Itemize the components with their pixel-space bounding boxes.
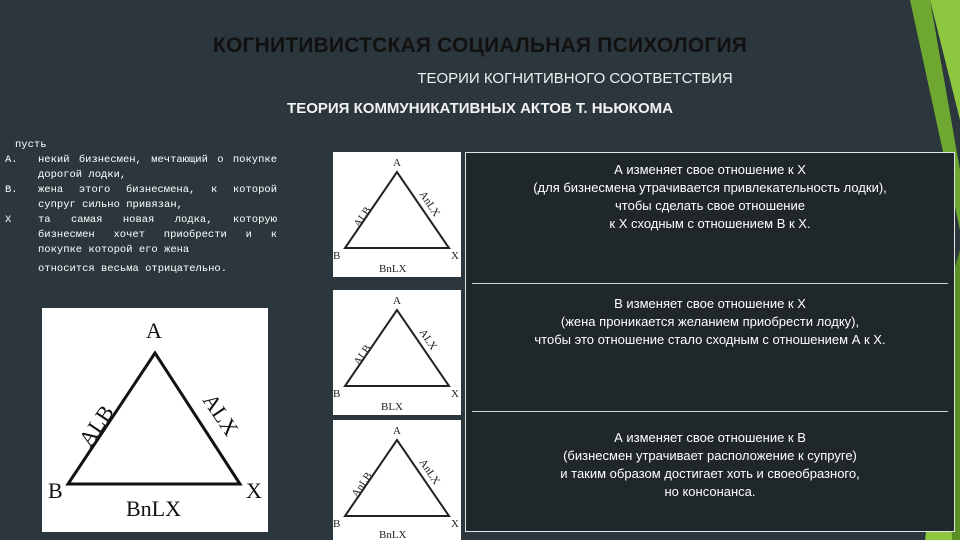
vertex-x: X — [451, 518, 459, 530]
side-left-label: ALB — [351, 204, 374, 230]
small-triangle-2 — [333, 290, 461, 415]
vertex-a: A — [146, 318, 162, 343]
result-heading: А изменяет свое отношение к Х — [614, 162, 806, 177]
bottom-label: BnLX — [379, 529, 407, 540]
result-line: (бизнесмен утрачивает расположение к супруге) — [563, 448, 857, 463]
small-triangle-3 — [333, 420, 461, 540]
legend-key: Х — [5, 214, 12, 226]
result-3 — [466, 429, 954, 501]
side-right-label: ALX — [197, 388, 244, 441]
side-right-label: ALX — [416, 326, 440, 353]
result-line: но консонанса. — [664, 484, 756, 499]
theory-title: ТЕОРИЯ КОММУНИКАТИВНЫХ АКТОВ Т. НЬЮКОМА — [287, 100, 673, 117]
side-right-label: AnLX — [416, 456, 443, 487]
main-title: КОГНИТИВИСТСКАЯ СОЦИАЛЬНАЯ ПСИХОЛОГИЯ — [212, 34, 748, 57]
legend-last: относится весьма отрицательно. — [38, 263, 228, 275]
side-left-label: ALB — [73, 400, 119, 451]
bottom-label: BLX — [381, 401, 403, 413]
result-line: чтобы это отношение стало сходным с отношением А к Х. — [534, 332, 886, 347]
vertex-x: X — [246, 478, 262, 503]
legend-item-x — [5, 213, 277, 258]
small-triangle-1 — [333, 152, 461, 277]
legend-intro: пусть — [15, 139, 47, 151]
result-heading: А изменяет свое отношение к В — [614, 430, 806, 445]
subtitle: ТЕОРИИ КОГНИТИВНОГО СООТВЕТСТВИЯ — [417, 70, 733, 87]
result-line: к Х сходным с отношением В к Х. — [609, 216, 811, 231]
legend — [5, 138, 277, 277]
legend-key: А. — [5, 154, 18, 166]
result-2 — [466, 295, 954, 349]
vertex-a: A — [393, 425, 401, 437]
vertex-x: X — [451, 250, 459, 262]
vertex-b: B — [333, 250, 341, 262]
result-line: и таким образом достигает хоть и своеобразного, — [560, 466, 860, 481]
legend-item-b — [5, 183, 277, 213]
result-line: (жена проникается желанием приобрести лодку), — [560, 314, 860, 329]
result-line: чтобы сделать свое отношение — [615, 198, 805, 213]
legend-item-a — [5, 153, 277, 183]
result-1 — [466, 161, 954, 233]
result-heading: В изменяет свое отношение к Х — [614, 296, 806, 311]
legend-text: некий бизнесмен, мечтающий о покупке дорогой лодки, — [38, 154, 277, 181]
big-triangle-diagram — [42, 308, 268, 532]
vertex-x: X — [451, 388, 459, 400]
legend-text: жена этого бизнесмена, к которой супруг сильно привязан, — [38, 184, 277, 211]
bottom-label: BnLX — [126, 496, 181, 521]
divider — [472, 411, 948, 412]
vertex-a: A — [393, 157, 401, 169]
results-panel — [465, 152, 955, 532]
side-left-label: ALB — [351, 342, 374, 368]
vertex-b: B — [48, 478, 63, 503]
vertex-b: B — [333, 518, 341, 530]
side-right-label: AnLX — [416, 188, 443, 219]
vertex-b: B — [333, 388, 341, 400]
legend-text: та самая новая лодка, которую бизнесмен хочет приобрести и к покупке которой его жена — [38, 214, 277, 256]
side-left-label: AnLB — [349, 470, 375, 500]
bottom-label: BnLX — [379, 263, 407, 275]
vertex-a: A — [393, 295, 401, 307]
result-line: (для бизнесмена утрачивается привлекательность лодки), — [533, 180, 887, 195]
legend-key: В. — [5, 184, 18, 196]
divider — [472, 283, 948, 284]
